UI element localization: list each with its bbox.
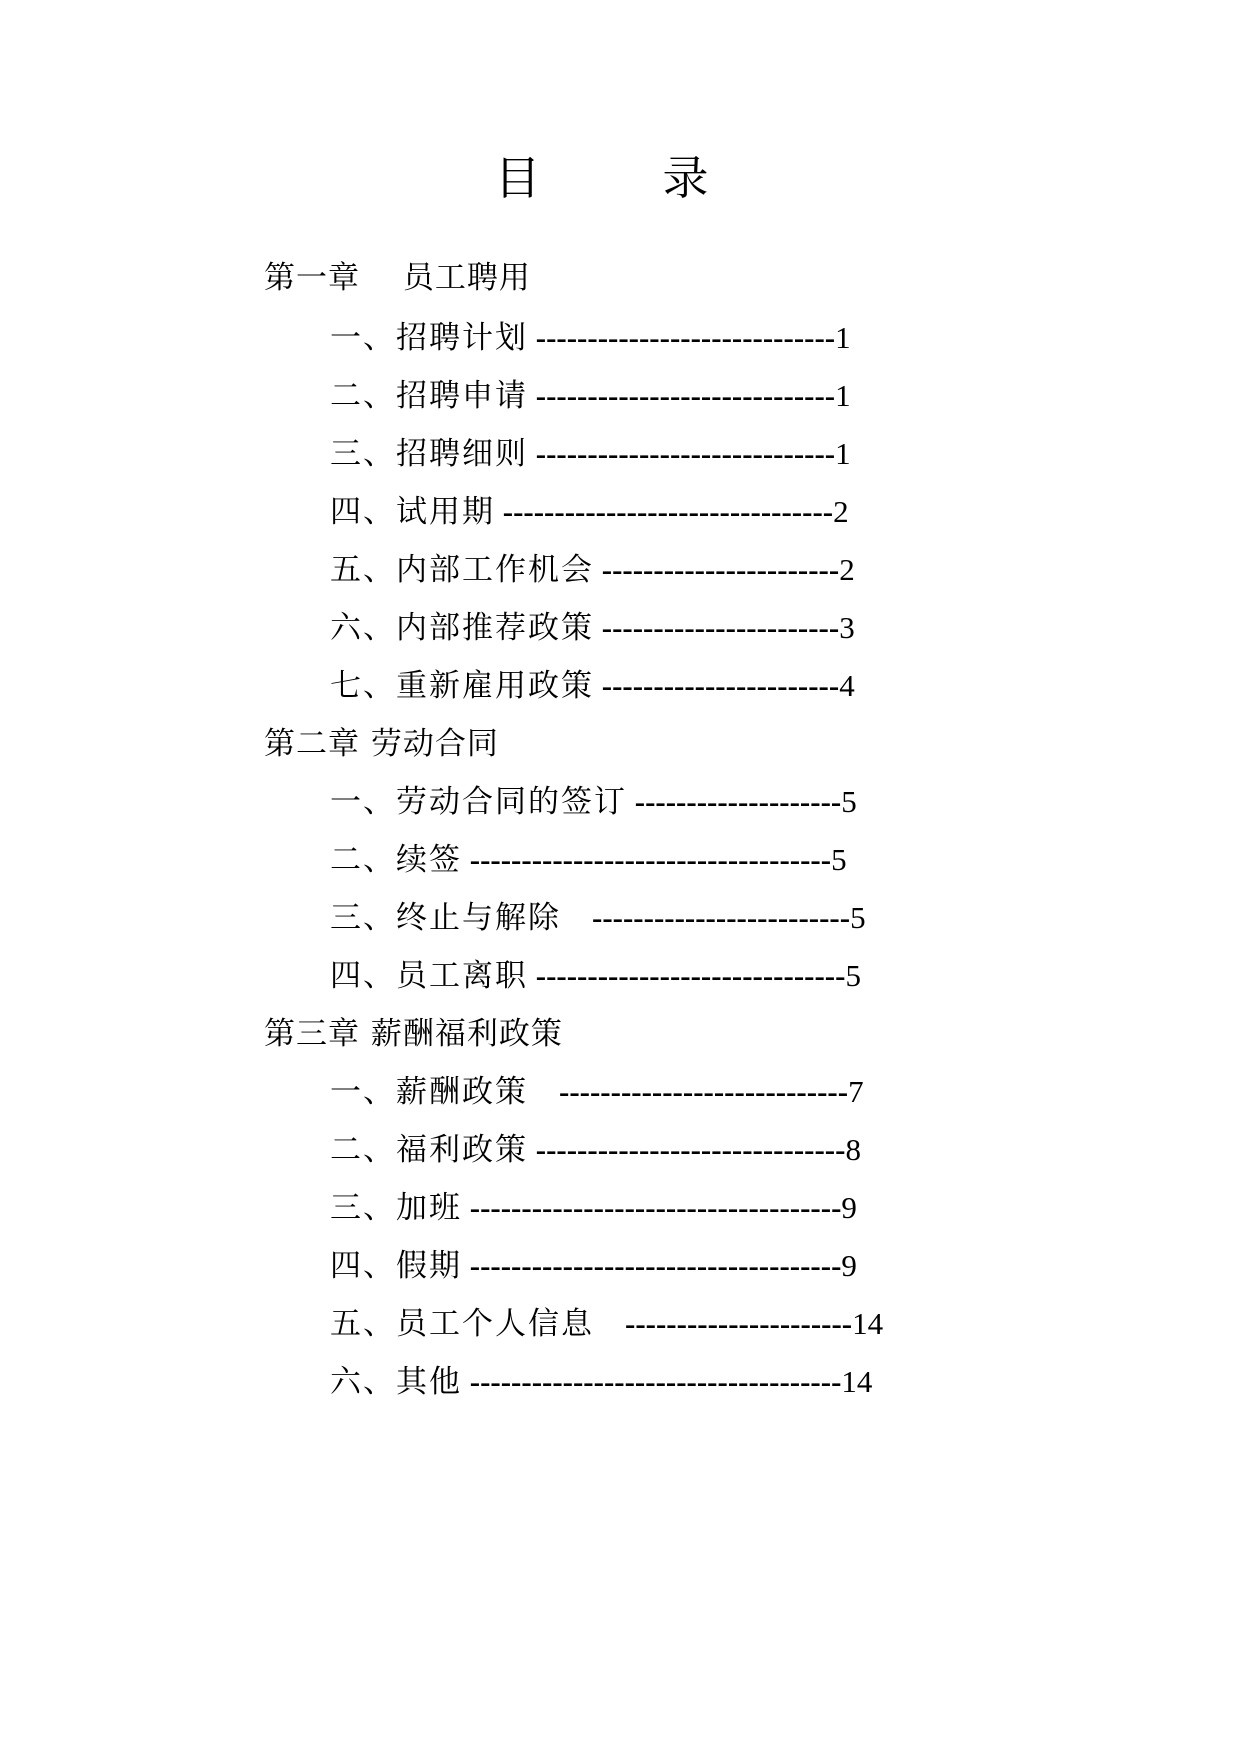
page-number: 5 [845, 958, 861, 993]
chapter-heading [264, 1014, 563, 1054]
toc-entry[interactable] [330, 1188, 857, 1228]
page-number: 1 [835, 378, 851, 413]
chapter-label: 第二章 劳动合同 [264, 726, 499, 762]
toc-entry[interactable] [330, 782, 857, 822]
dot-leader: ------------------------------ [528, 958, 846, 993]
page-title: 目 录 [494, 151, 747, 205]
dot-leader: ------------------------------------ [462, 1190, 842, 1225]
dot-leader: ------------------------------------ [462, 1364, 842, 1399]
dot-leader: ------------------------------------ [462, 1248, 842, 1283]
page-number: 1 [835, 320, 851, 355]
dot-leader: -------------------------------- [495, 494, 834, 529]
entry-label: 二、福利政策 [330, 1132, 528, 1168]
dot-leader: ----------------------------- [528, 378, 836, 413]
dot-leader: ----------------------- [594, 552, 840, 587]
page-number: 2 [839, 552, 855, 587]
dot-leader: ----------------------- [594, 668, 840, 703]
dot-leader: ----------------------------- [528, 320, 836, 355]
toc-entry[interactable] [330, 1246, 857, 1286]
toc-entry[interactable] [330, 318, 851, 358]
page-number: 2 [833, 494, 849, 529]
chapter-label: 第一章 员工聘用 [264, 260, 531, 296]
toc-entry[interactable] [330, 898, 866, 938]
entry-label: 三、加班 [330, 1190, 462, 1226]
entry-label: 七、重新雇用政策 [330, 668, 594, 704]
entry-label: 一、招聘计划 [330, 320, 528, 356]
entry-label: 四、假期 [330, 1248, 462, 1284]
dot-leader: ------------------------- [561, 900, 851, 935]
page-number: 8 [845, 1132, 861, 1167]
toc-entry[interactable] [330, 608, 855, 648]
entry-label: 三、终止与解除 [330, 900, 561, 936]
page-number: 1 [835, 436, 851, 471]
toc-entry[interactable] [330, 666, 855, 706]
entry-label: 三、招聘细则 [330, 436, 528, 472]
entry-label: 一、薪酬政策 [330, 1074, 528, 1110]
page-number: 14 [841, 1364, 873, 1399]
entry-label: 五、员工个人信息 [330, 1306, 594, 1342]
toc-entry[interactable] [330, 376, 851, 416]
toc-entry[interactable] [330, 1072, 864, 1112]
page-number: 14 [852, 1306, 884, 1341]
entry-label: 四、员工离职 [330, 958, 528, 994]
entry-label: 六、其他 [330, 1364, 462, 1400]
toc-entry[interactable] [330, 956, 861, 996]
entry-label: 六、内部推荐政策 [330, 610, 594, 646]
dot-leader: -------------------- [627, 784, 842, 819]
dot-leader: ----------------------- [594, 610, 840, 645]
toc-entry[interactable] [330, 1304, 883, 1344]
chapter-heading [264, 724, 499, 764]
entry-label: 二、招聘申请 [330, 378, 528, 414]
toc-entry[interactable] [330, 1130, 861, 1170]
page-number: 5 [850, 900, 866, 935]
toc-entry[interactable] [330, 840, 847, 880]
toc-entry[interactable] [330, 550, 855, 590]
toc-entry[interactable] [330, 434, 851, 474]
dot-leader: ------------------------------ [528, 1132, 846, 1167]
dot-leader: ---------------------------- [528, 1074, 849, 1109]
page-number: 9 [841, 1248, 857, 1283]
entry-label: 四、试用期 [330, 494, 495, 530]
page-number: 4 [839, 668, 855, 703]
chapter-label: 第三章 薪酬福利政策 [264, 1016, 563, 1052]
toc-entry[interactable] [330, 492, 849, 532]
entry-label: 五、内部工作机会 [330, 552, 594, 588]
page-number: 5 [831, 842, 847, 877]
page-number: 3 [839, 610, 855, 645]
entry-label: 二、续签 [330, 842, 462, 878]
dot-leader: ---------------------- [594, 1306, 853, 1341]
chapter-heading [264, 258, 531, 298]
entry-label: 一、劳动合同的签订 [330, 784, 627, 820]
page-number: 9 [841, 1190, 857, 1225]
dot-leader: ----------------------------------- [462, 842, 832, 877]
dot-leader: ----------------------------- [528, 436, 836, 471]
page-number: 7 [848, 1074, 864, 1109]
toc-entry[interactable] [330, 1362, 872, 1402]
page-number: 5 [841, 784, 857, 819]
